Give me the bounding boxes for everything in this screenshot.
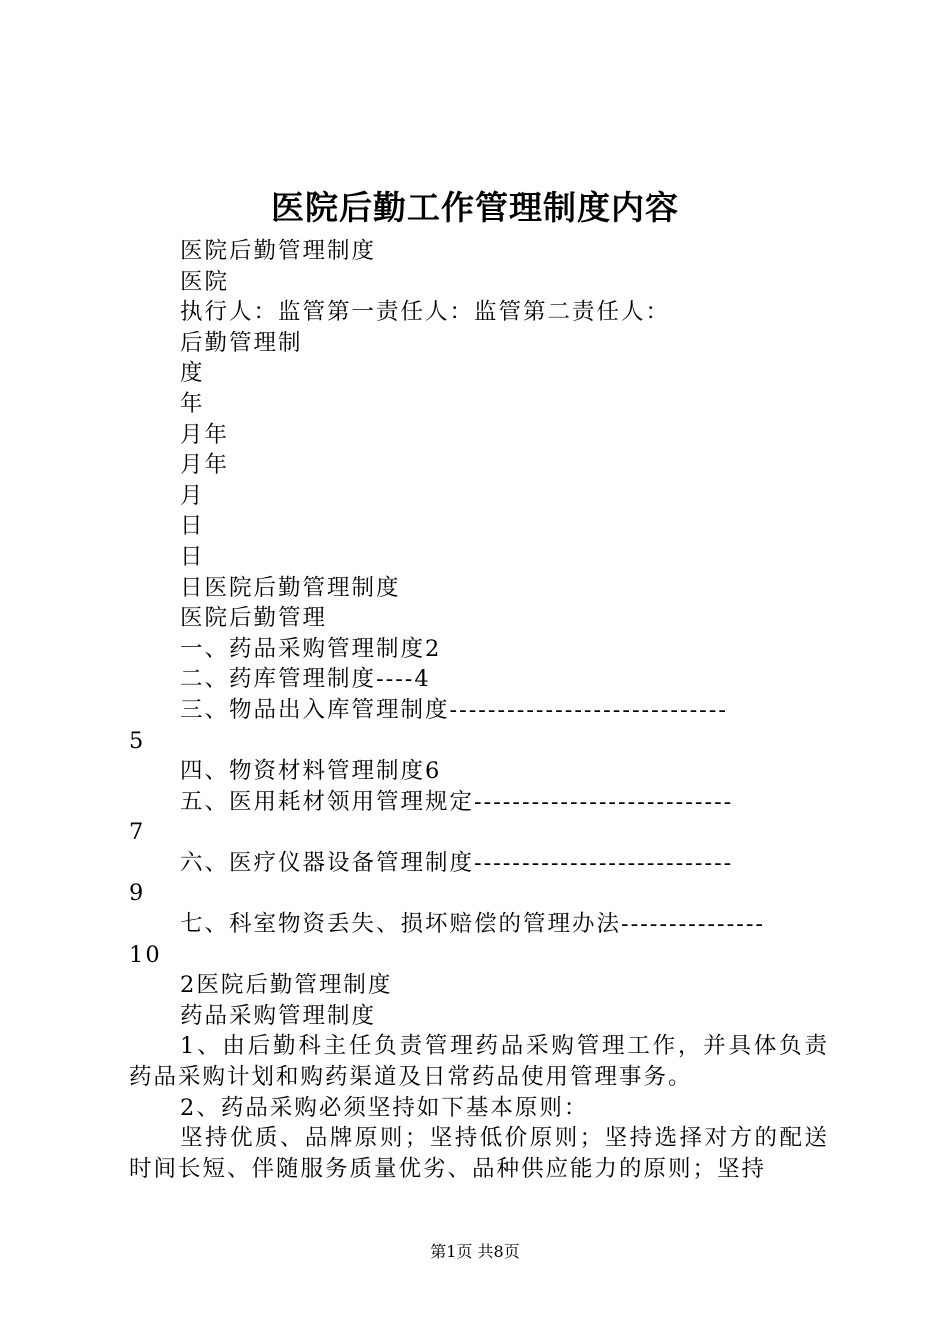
document-body (129, 236, 829, 1184)
section-heading: 2医院后勤管理制度 (180, 972, 393, 999)
section-heading: 药品采购管理制度 (180, 1002, 377, 1029)
toc-page-number: 7 (129, 819, 146, 846)
text-line: 年 (180, 390, 205, 417)
toc-entry: 六、医疗仪器设备管理制度--------------------------- (180, 849, 734, 876)
toc-page-number: 5 (129, 727, 146, 754)
text-line: 医院后勤管理制度 (180, 238, 377, 264)
document-title: 医院后勤工作管理制度内容 (271, 188, 679, 227)
text-line: 日 (180, 513, 205, 540)
text-line: 医院 (180, 268, 230, 295)
toc-entry: 七、科室物资丢失、损坏赔偿的管理办法--------------- (180, 911, 766, 938)
toc-entry: 三、物品出入库管理制度----------------------------- (180, 696, 728, 723)
toc-entry: 一、药品采购管理制度2 (180, 635, 442, 662)
text-line: 度 (180, 360, 205, 387)
toc-page-number: 10 (129, 941, 162, 968)
toc-entry: 五、医用耗材领用管理规定--------------------------- (180, 788, 734, 815)
toc-entry: 四、物资材料管理制度6 (180, 758, 442, 785)
text-line: 后勤管理制 (180, 329, 303, 356)
paragraph: 坚持优质、品牌原则；坚持低价原则；坚持选择对方的配送时间长短、伴随服务质量优劣、品种供应能力的原则；坚持 (129, 1125, 829, 1182)
text-line: 医院后勤管理 (180, 605, 328, 632)
text-line: 日医院后勤管理制度 (180, 574, 401, 601)
paragraph: 1、由后勤科主任负责管理药品采购管理工作，并具体负责药品采购计划和购药渠道及日常药品使用管理事务。 (129, 1033, 829, 1091)
text-line: 日 (180, 543, 205, 570)
toc-entry: 二、药库管理制度----4 (180, 666, 431, 693)
text-line: 执行人：监管第一责任人：监管第二责任人： (180, 299, 671, 326)
text-line: 月年 (180, 421, 230, 448)
page-footer: 第1页 共8页 (430, 1242, 520, 1261)
text-line: 月年 (180, 452, 230, 479)
text-line: 月 (180, 482, 205, 509)
paragraph: 2、药品采购必须坚持如下基本原则： (180, 1094, 589, 1121)
toc-page-number: 9 (129, 880, 146, 907)
